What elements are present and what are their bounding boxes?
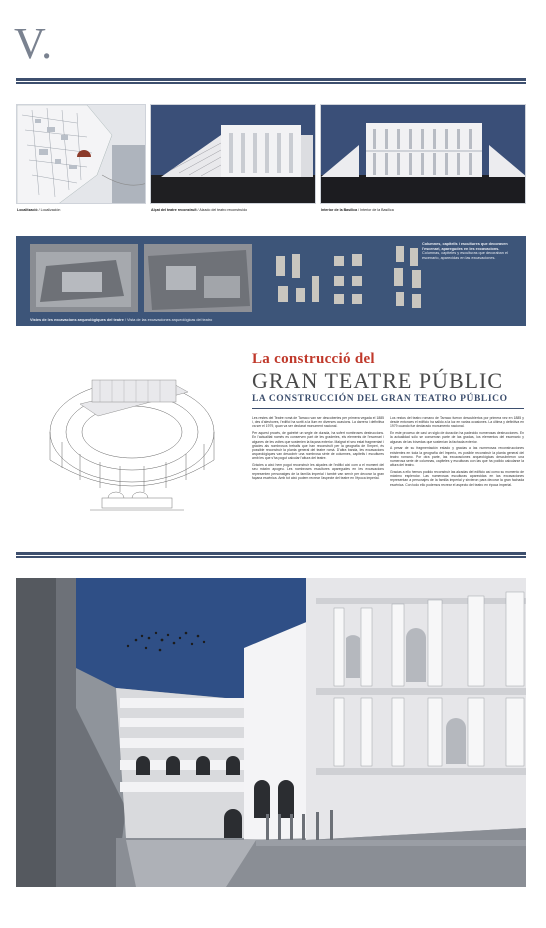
title-catalan-line1: La construcció del [252, 351, 375, 367]
caption-location: Localització / Localización [17, 208, 61, 212]
body-text-spanish [390, 416, 524, 489]
header-divider [16, 78, 526, 84]
title-spanish: LA CONSTRUCCIÓN DEL GRAN TEATRO PÚBLICO [252, 394, 508, 404]
body-text-catalan [252, 416, 384, 483]
caption-elevation: Alçat del teatre reconstruït / Alzado del teatro reconstruido [151, 208, 248, 212]
artifacts-caption: Columnes, capitells i escultures que decoraven l'escenari, aparegudes en les excavacions. Columnas, capiteles y esculturas que decoraban el escenario, aparecidas en las excavaciones. [422, 242, 508, 260]
theatre-render-image [16, 578, 526, 887]
body-paragraph: A pesar de su fragmentación estado y gracias a las numerosas reconstrucciones existentes en toda la geografía del Imperio, es posible reconstruir la planta general del teatro romano. Por otra parte, las excavaciones arqueológicas descubrieron una numerosa serie de columnas, capiteles y esculturas con las que ha podido calcularse la altura del teatro. [390, 446, 524, 468]
theatre-axonometric-drawing [20, 352, 240, 524]
section-numeral: V. [14, 19, 54, 68]
excavation-caption: Vistes de les excavacions arqueològiques del teatre / Vista de las excavaciones arqueológicas del teatro [30, 318, 213, 322]
body-paragraph: Les restes del Teatre romà de Tarraco van ser descobertes per primera vegada el 1885 i, des d'aleshores, l'edifici ha sortit a la llum en diverses ocasions. La darrera i definitiva va ser el 1979, quan va ser declarat monument nacional. [252, 416, 384, 429]
theatre-elevation-drawing [151, 105, 316, 204]
title-catalan-line2: GRAN TEATRE PÚBLIC [252, 368, 504, 393]
body-paragraph: Gracias a ello hemos podido reconstruir las alzadas del edificio así como su momento de máximo esplendor. Las numerosas esculturas aparecidas en las excavaciones representan a personajes de la familia imperial y sirvieron para decorar la gran fachada escénica. Con todo ello podemos recrear el aspecto del teatro en época imperial. [390, 470, 524, 487]
body-paragraph: Los restos del teatro romano de Tarraco fueron descubiertos por primera vez en 1885 y desde entonces el edificio ha salido a la luz en varias ocasiones. La última y definitiva en 1979 cuando fue declarado monumento nacional. [390, 416, 524, 429]
basilica-interior-image [320, 104, 526, 204]
location-map-image [16, 104, 146, 204]
body-paragraph: En este proceso de casi un siglo de duración ha padecido numerosas destrucciones. En la actualidad sólo se conservan parte de las gradas, los elementos del escenario y algunas de las bóvedas que sostenían la fachada exterior. [390, 431, 524, 444]
section-divider [16, 552, 526, 558]
theatre-elevation-image [150, 104, 316, 204]
caption-basilica: Interior de la Basílica / Interior de la Basílica [321, 208, 394, 212]
location-map-drawing [17, 105, 146, 204]
basilica-interior-drawing [321, 105, 526, 204]
title-divider [252, 408, 524, 409]
body-paragraph: Per aquest procés, de gairebé un segle de durada, ha sofert nombroses destruccions. En l'actualitat només es conserven part de les graderies, els elements de l'escenari i algunes de les voltes que sostenien la façana exterior. Malgrat el seu estat fragmentari i gràcies als nombrosos treballs que han reconstruït per la geografia de l'Imperi, és possible reconstruir la planta general del teatre romà. D'altra banda, les excavacions arqueològiques van descobrir una nombrosa sèrie de columnes, capitells i escultures amb les que s'ha pogut calcular l'altura del teatre. [252, 431, 384, 461]
theatre-render-drawing [16, 578, 526, 887]
body-paragraph: Gràcies a això hem pogut reconstruir les alçades de l'edifici així com a el moment del seu màxim apogeu. Les nombroses escultures aparegudes en les excavacions representen personatges de la família imperial i també van servir per decorar la gran façana escènica. Amb tot això podem recrear l'aspecte del teatre en l'època imperial. [252, 463, 384, 480]
